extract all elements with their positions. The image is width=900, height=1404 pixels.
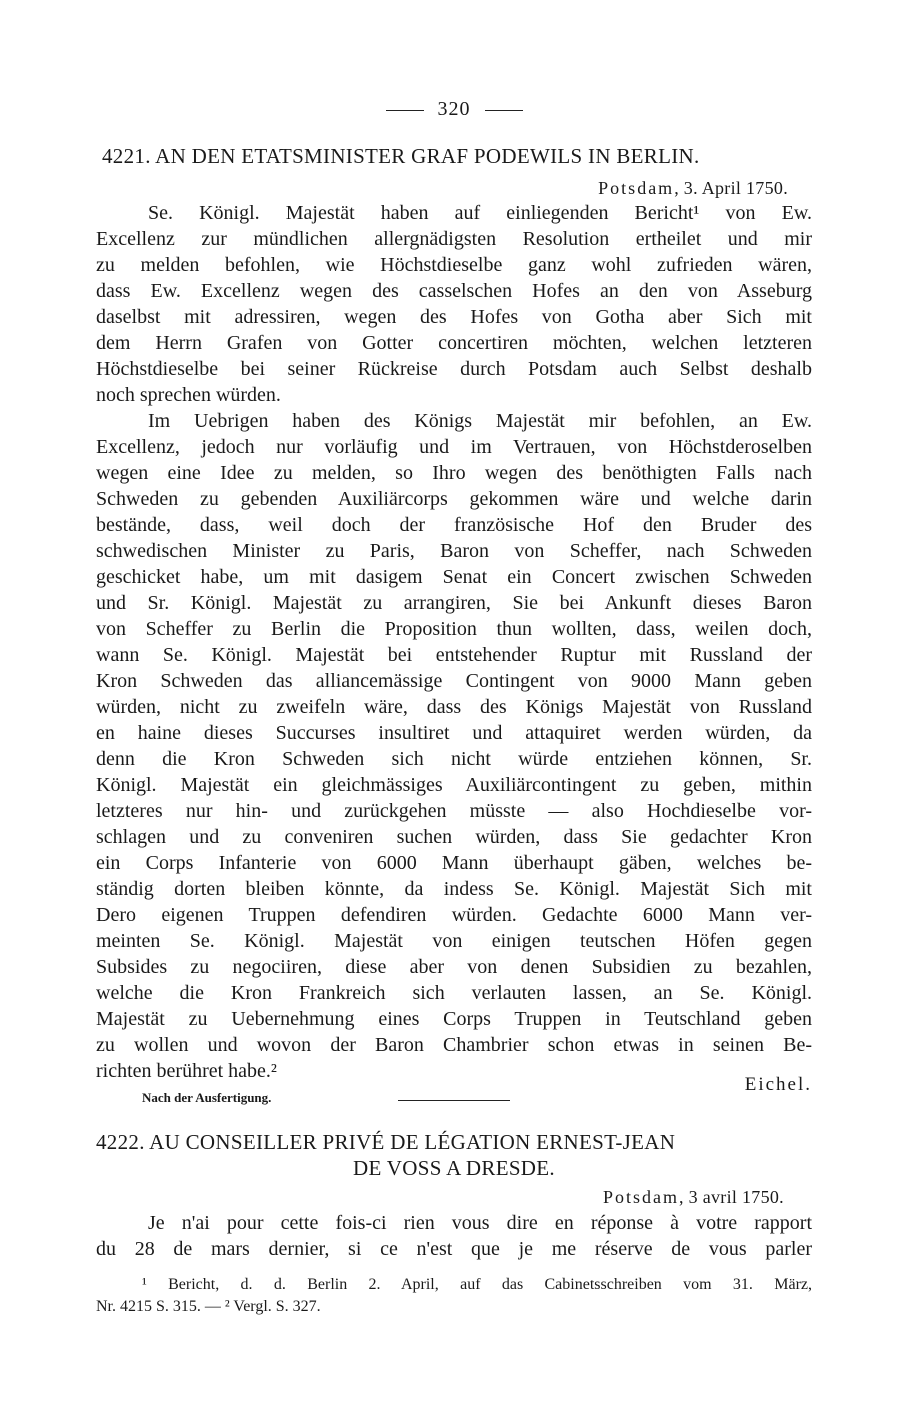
text-line: von Scheffer zu Berlin die Proposition thun wollten, dass, weilen doch,	[96, 618, 812, 640]
text-line: würden, nicht zu zweifeln wäre, dass des Königs Majestät von Russland	[96, 696, 812, 718]
footnotes	[96, 1274, 812, 1318]
section-divider	[398, 1100, 510, 1101]
place-date: , 3. April 1750.	[674, 178, 788, 198]
text-line: schlagen und zu conveniren suchen würden, dass Sie gedachter Kron	[96, 826, 812, 848]
text-line: Majestät zu Uebernehmung eines Corps Truppen in Teutschland geben	[96, 1008, 812, 1030]
text-line: noch sprechen würden.	[96, 384, 281, 406]
text-line: Dero eigenen Truppen defendiren würden. Gedachte 6000 Mann ver-	[96, 904, 812, 926]
page-number-rule-right	[485, 110, 523, 111]
text-line: welche die Kron Frankreich sich verlauten lassen, an Se. Königl.	[96, 982, 812, 1004]
source-note: Nach der Ausfertigung.	[142, 1090, 272, 1105]
text-line: Excellenz, jedoch nur vorläufig und im Vertrauen, von Höchstderoselben	[96, 436, 812, 458]
text-line: Excellenz zur mündlichen allergnädigsten Resolution ertheilet und mir	[96, 228, 812, 250]
text-line: geschicket habe, um mit dasigem Senat ein Concert zwischen Schweden	[96, 566, 812, 588]
text-line: bestände, dass, weil doch der französische Hof den Bruder des	[96, 514, 812, 536]
text-line: Subsides zu negociiren, diese aber von denen Subsidien zu bezahlen,	[96, 956, 812, 978]
text-line: und Sr. Königl. Majestät zu arrangiren, Sie bei Ankunft dieses Baron	[96, 592, 812, 614]
letter-4221-place-date	[598, 178, 788, 199]
text-line: Höchstdieselbe bei seiner Rückreise durch Potsdam auch Selbst deshalb	[96, 358, 812, 380]
letter-4221-paragraph-1	[96, 200, 812, 408]
place-city: Potsdam	[602, 1187, 679, 1207]
text-line: schwedischen Minister zu Paris, Baron von Scheffer, nach Schweden	[96, 540, 812, 562]
text-line: ein Corps Infanterie von 6000 Mann überhaupt gäben, welches be-	[96, 852, 812, 874]
text-line: ständig dorten bleiben könnte, da indess Se. Königl. Majestät Sich mit	[96, 878, 812, 900]
letter-4222-place-date	[603, 1187, 784, 1208]
letter-4222-paragraph-1	[96, 1210, 812, 1262]
footnote-line: ¹ Bericht, d. d. Berlin 2. April, auf das Cabinetsschreiben vom 31. März,	[142, 1276, 812, 1293]
text-line: richten berühret habe.²	[96, 1060, 277, 1082]
place-city: Potsdam	[598, 178, 675, 198]
text-line: wann Se. Königl. Majestät bei entstehender Ruptur mit Russland der	[96, 644, 812, 666]
text-line: zu wollen und wovon der Baron Chambrier schon etwas in seinen Be-	[96, 1034, 812, 1056]
text-line: en haine dieses Succurses insultiret und attaquiret werden würden, da	[96, 722, 812, 744]
text-line: du 28 de mars dernier, si ce n'est que je me réserve de vous parler	[96, 1238, 812, 1260]
footnote-line: Nr. 4215 S. 315. — ² Vergl. S. 327.	[96, 1298, 321, 1315]
page-number	[96, 98, 812, 121]
text-line: dem Herrn Grafen von Gotter concertiren möchten, welchen letzteren	[96, 332, 812, 354]
text-line: denn die Kron Schweden sich nicht würde entziehen können, Sr.	[96, 748, 812, 770]
text-line: Schweden zu gebenden Auxiliärcorps gekommen wäre und welche darin	[96, 488, 812, 510]
text-line: Je n'ai pour cette fois-ci rien vous dire en réponse à votre rapport	[148, 1212, 812, 1234]
text-line: letzteres nur hin- und zurückgehen müsste — also Hochdieselbe vor-	[96, 800, 812, 822]
text-line: dass Ew. Excellenz wegen des casselschen Hofes an den von Asseburg	[96, 280, 812, 302]
text-line: meinten Se. Königl. Majestät von einigen teutschen Höfen gegen	[96, 930, 812, 952]
letter-4221-paragraph-2	[96, 408, 812, 1084]
heading-line-2: DE VOSS A DRESDE.	[353, 1156, 555, 1180]
text-line: Se. Königl. Majestät haben auf einliegenden Bericht¹ von Ew.	[148, 202, 812, 224]
heading-line-1: 4222. AU CONSEILLER PRIVÉ DE LÉGATION ERNEST-JEAN	[96, 1130, 676, 1154]
letter-4222-heading	[96, 1129, 812, 1181]
text-line: Königl. Majestät ein gleichmässiges Auxiliärcontingent zu geben, mithin	[96, 774, 812, 796]
letter-4221-heading: 4221. AN DEN ETATSMINISTER GRAF PODEWILS IN BERLIN.	[102, 144, 700, 168]
text-line: daselbst mit adressiren, wegen des Hofes von Gotha aber Sich mit	[96, 306, 812, 328]
page-number-text: 320	[437, 98, 471, 120]
page-number-rule-left	[386, 110, 424, 111]
place-date: , 3 avril 1750.	[679, 1187, 784, 1207]
text-line: Im Uebrigen haben des Königs Majestät mir befohlen, an Ew.	[148, 410, 812, 432]
text-line: wegen eine Idee zu melden, so Ihro wegen des benöthigten Falls nach	[96, 462, 812, 484]
signature: Eichel.	[744, 1074, 812, 1095]
text-line: Kron Schweden das alliancemässige Contingent von 9000 Mann geben	[96, 670, 812, 692]
text-line: zu melden befohlen, wie Höchstdieselbe ganz wohl zufrieden wären,	[96, 254, 812, 276]
